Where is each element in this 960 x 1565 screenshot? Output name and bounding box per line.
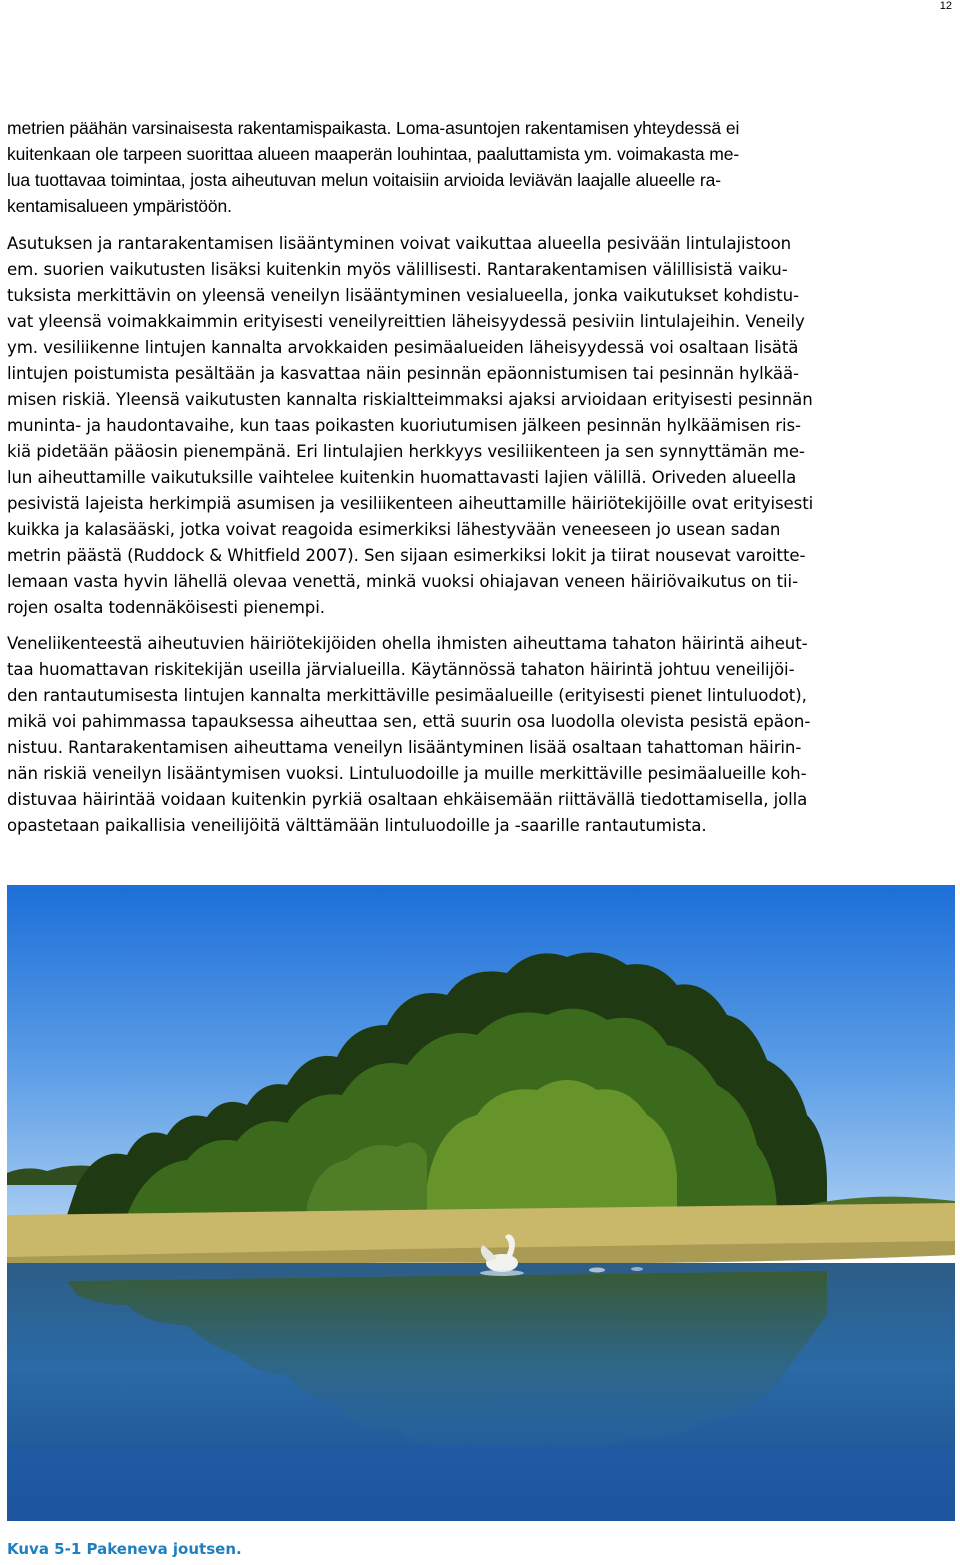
paragraph-bird-impacts — [7, 231, 960, 621]
page-number: 12 — [939, 0, 952, 12]
lake-photo-illustration — [7, 885, 955, 1521]
figure-caption: Kuva 5-1 Pakeneva joutsen. — [7, 1540, 242, 1558]
paragraph-noise-impact — [7, 115, 960, 219]
splash — [631, 1267, 643, 1271]
paragraph-text: Asutuksen ja rantarakentamisen lisääntyminen voivat vaikuttaa alueella pesivään lintulajistoon em. suorien vaikutusten lisäksi kuitenkin myös välillisesti. Rantarakentamisen välillisistä vaiku- tuksista merkittävin on yleensä veneilyn lisääntyminen vesialueella, jonka vaikutukset kohdistu- vat yleensä voimakkaimmin erityisesti veneilyreittien läheisyydessä pesiviin lintulajeihin. Veneily ym. vesiliikenne lintujen kannalta arvokkaiden pesimäalueiden läheisyydessä voi osaltaan lisätä lintujen poistumista pesältään ja kasvattaa näin pesinnän epäonnistumisen tai pesinnän hylkää- misen riskiä. Yleensä vaikutusten kannalta riskialtteimmaksi ajaksi arvioidaan erityisesti pesinnän muninta- ja haudontavaihe, kun taas poikasten kuoriutumisen jälkeen pesinnän hylkäämisen ris- kiä pidetään pääosin pienempänä. Eri lintulajien herkkyys vesiliikenteen ja sen synnyttämän me- lun aiheuttamille vaikutuksille vaihtelee kuitenkin huomattavasti lajien välillä. Oriveden alueella pesivistä lajeista herkimpiä asumisen ja vesiliikenteen aiheuttamille häiriötekijöille ovat erityisesti kuikka ja kalasääski, jotka voivat reagoida esimerkiksi lähestyvään veneeseen jo usean sadan metrin päästä (Ruddock & Whitfield 2007). Sen sijaan esimerkiksi lokit ja tiirat nousevat varoitte- lemaan vasta hyvin lähellä olevaa venettä, minkä vuoksi ohiajavan veneen häiriövaikutus on tii- rojen osalta todennäköisesti pienempi. — [7, 234, 814, 617]
sky-reflection — [7, 1445, 955, 1521]
paragraph-unintentional-disturbance — [7, 631, 960, 839]
paragraph-text: Veneliikenteestä aiheutuvien häiriötekijöiden ohella ihmisten aiheuttama tahaton häirintä aiheut- taa huomattavan riskitekijän useilla järvialueilla. Käytännössä tahaton häirintä johtuu veneilijöi- den rantautumisesta lintujen kannalta merkittäville pesimäalueille (erityisesti pienet lintuluodot), mikä voi pahimmassa tapauksessa aiheuttaa sen, että suurin osa luodolla olevista pesistä epäon- nistuu. Rantarakentamisen aiheuttama veneilyn lisääntyminen lisää osaltaan tahattoman häirin- nän riskiä veneilyn lisääntymisen vuoksi. Lintuluodoille ja muille merkittäville pesimäalueille koh- distuvaa häirintää voidaan kuitenkin pyrkiä osaltaan ehkäisemään riittävällä tiedottamisella, jolla opastetaan paikallisia veneilijöitä välttämään lintuluodoille ja -saarille rantautumista. — [7, 634, 811, 835]
lake-photo — [7, 885, 955, 1521]
splash — [589, 1268, 605, 1273]
paragraph-text: metrien päähän varsinaisesta rakentamispaikasta. Loma-asuntojen rakentamisen yhteydessä ei kuitenkaan ole tarpeen suorittaa alueen maaperän louhintaa, paaluttamista ym. voimakasta me- lua tuottavaa toimintaa, josta aiheutuvan melun voitaisiin arvioida leviävän laajalle alueelle ra- kentamisalueen ympäristöön. — [7, 118, 740, 216]
